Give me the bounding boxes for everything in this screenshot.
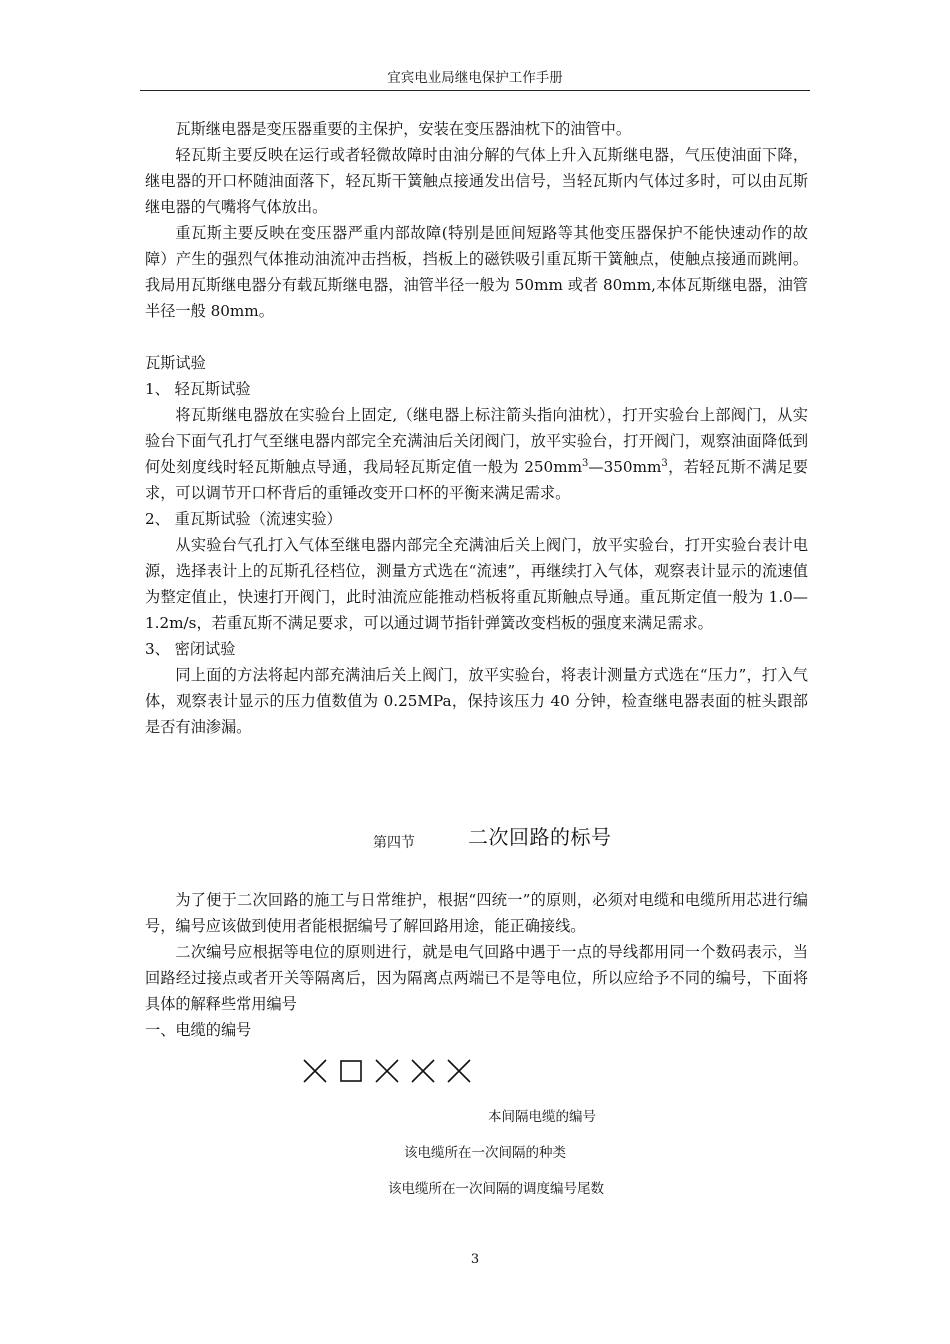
superscript-3: 3 [661,458,668,469]
header-title: 宜宾电业局继电保护工作手册 [387,70,563,86]
light-test-heading: 1、 轻瓦斯试验 [145,380,251,398]
light-test-text-b: —350mm [588,458,662,476]
seal-test-heading: 3、 密闭试验 [145,640,236,658]
superscript-3: 3 [582,458,589,469]
caption-cable-number: 本间隔电缆的编号 [488,1109,596,1125]
body-bottom [145,887,808,1043]
section-title: 二次回路的标号 [468,825,612,849]
paragraph-intro: 瓦斯继电器是变压器重要的主保护，安装在变压器油枕下的油管中。 [175,120,632,138]
cross-icon [374,1058,400,1084]
cable-code-format [302,1058,472,1084]
spacer [145,324,808,350]
caption-bay-type: 该电缆所在一次间隔的种类 [404,1145,566,1161]
light-test-text-c: ，若轻瓦斯不满足要求，可以调节开口杯背后的重锤改变开口杯的平衡来满足需求。 [145,458,808,502]
section-heading [0,818,950,858]
heavy-test-text: 从实验台气孔打入气体至继电器内部完全充满油后关上阀门，放平实验台，打开实验台表计电源，选择表计上的瓦斯孔径档位，测量方式选在“流速”，再继续打入气体，观察表计显示的流速值为整定值止，快速打开阀门，此时油流应能推动档板将重瓦斯触点导通。重瓦斯定值一般为 1.0—1.2m/s，若重瓦斯不满足要求，可以通过调节指针弹簧改变档板的强度来满足需求。 [145,536,808,632]
square-icon [338,1058,364,1084]
test-heading: 瓦斯试验 [145,354,206,372]
heavy-test-heading: 2、 重瓦斯试验（流速实验） [145,510,342,528]
cross-icon [446,1058,472,1084]
section-number: 第四节 [373,835,415,851]
light-test-text [145,402,808,506]
page-number: 3 [470,1252,480,1267]
running-header [140,66,810,91]
paragraph-numbering-principle: 二次编号应根据等电位的原则进行，就是电气回路中遇于一点的导线都用同一个数码表示，当回路经过接点或者开关等隔离后，因为隔离点两端已不是等电位，所以应给予不同的编号，下面将具体的解释些常用编号 [145,943,808,1013]
light-test-text-a: 将瓦斯继电器放在实验台上固定,（继电器上标注箭头指向油枕），打开实验台上部阀门，从实验台下面气孔打气至继电器内部完全充满油后关闭阀门，放平实验台，打开阀门，观察油面降低到何处刻度线时轻瓦斯触点导通，我局轻瓦斯定值一般为 250mm [145,406,808,476]
body-top [145,116,808,740]
cross-icon [410,1058,436,1084]
caption-dispatch-number: 该电缆所在一次间隔的调度编号尾数 [388,1181,604,1197]
cross-icon [302,1058,328,1084]
paragraph-numbering-purpose: 为了便于二次回路的施工与日常维护，根据“四统一”的原则，必须对电缆和电缆所用芯进行编号，编号应该做到使用者能根据编号了解回路用途，能正确接线。 [145,891,808,935]
cable-heading: 一、电缆的编号 [145,1021,252,1039]
seal-test-text: 同上面的方法将起内部充满油后关上阀门，放平实验台，将表计测量方式选在“压力”，打入气体，观察表计显示的压力值数值为 0.25MPa，保持该压力 40 分钟，检查继电器表面的桩头跟部是否有油渗漏。 [145,666,808,736]
paragraph-light-gas: 轻瓦斯主要反映在运行或者轻微故障时由油分解的气体上升入瓦斯继电器，气压使油面下降，继电器的开口杯随油面落下，轻瓦斯干簧触点接通发出信号，当轻瓦斯内气体过多时，可以由瓦斯继电器的气嘴将气体放出。 [145,146,808,216]
paragraph-heavy-gas: 重瓦斯主要反映在变压器严重内部故障(特别是匝间短路等其他变压器保护不能快速动作的故障）产生的强烈气体推动油流冲击挡板，挡板上的磁铁吸引重瓦斯干簧触点，使触点接通而跳闸。我局用瓦斯继电器分有载瓦斯继电器，油管半径一般为 50mm 或者 80mm,本体瓦斯继电器，油管半径一般 80mm。 [145,224,808,320]
